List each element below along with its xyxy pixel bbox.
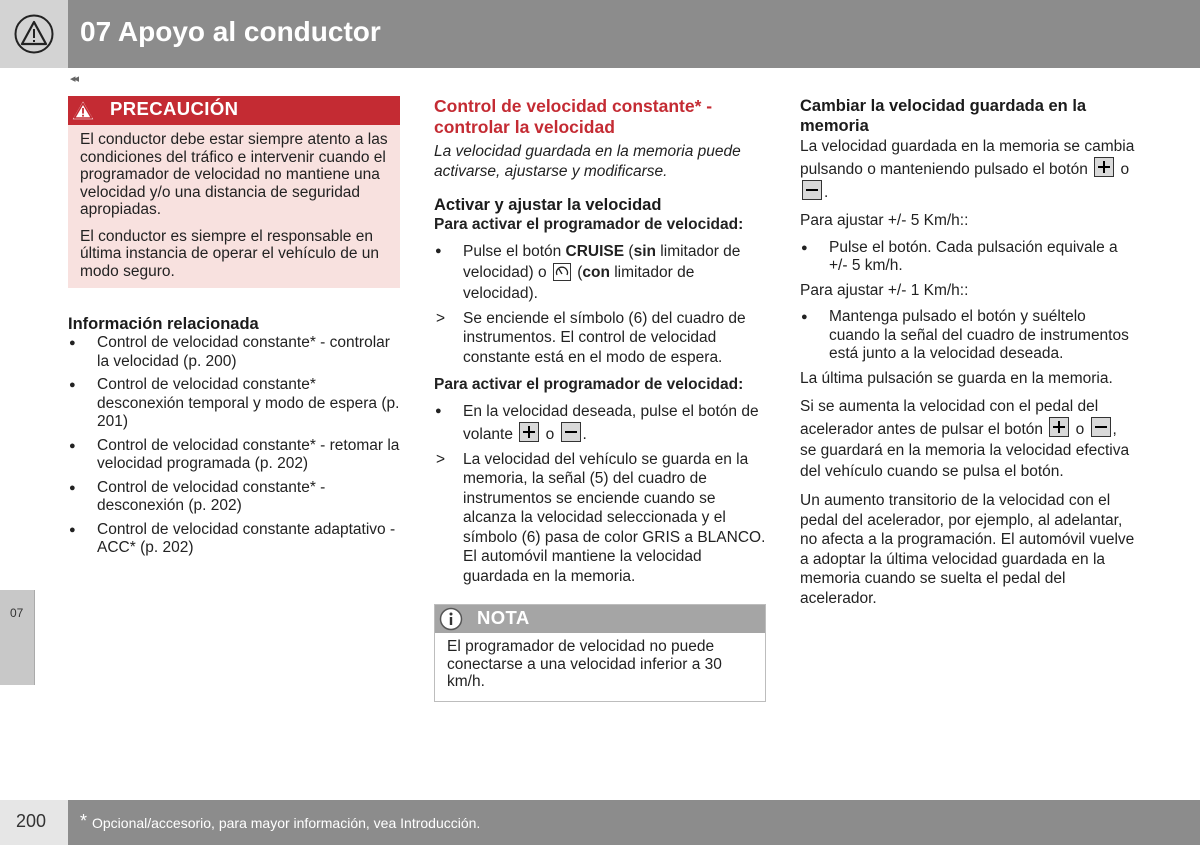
instruction-label: Para activar el programador de velocidad:	[434, 216, 744, 233]
note-body: El programador de velocidad no puede conectarse a una velocidad inferior a 30 km/h.	[447, 638, 722, 690]
instruction-label: Para activar el programador de velocidad:	[434, 376, 744, 393]
instruction-list	[800, 308, 1135, 364]
instruction-list	[800, 239, 1135, 276]
plus-button-icon	[519, 422, 539, 442]
related-link[interactable]: ● Control de velocidad constante* desconexión temporal y modo de espera (p. 201)	[68, 376, 400, 432]
minus-button-icon	[561, 422, 581, 442]
related-link[interactable]: ● Control de velocidad constante* - controlar la velocidad (p. 200)	[68, 334, 400, 371]
caution-box	[68, 96, 400, 288]
page-header	[0, 0, 1200, 68]
instruction-step: ● Mantenga pulsado el botón y suéltelo cuando la señal del cuadro de instrumentos está junto a la velocidad deseada.	[800, 308, 1135, 364]
instruction-step: ● Pulse el botón CRUISE (sin limitador de velocidad) o (con limitador de velocidad).	[434, 241, 766, 304]
chapter-title-bar	[68, 0, 1200, 68]
instruction-step: ● Pulse el botón. Cada pulsación equivale a +/- 5 km/h.	[800, 239, 1135, 276]
footnote-text: Opcional/accesorio, para mayor información, vea Introducción.	[92, 815, 481, 831]
result-marker: >	[436, 309, 446, 327]
instruction-list	[434, 241, 766, 304]
back-arrows-icon[interactable]: ◂◂	[70, 73, 78, 85]
speed-limiter-icon	[553, 263, 571, 281]
related-link[interactable]: ● Control de velocidad constante adaptativo - ACC* (p. 202)	[68, 521, 400, 558]
note-title: NOTA	[477, 607, 530, 628]
caution-paragraph: El conductor debe estar siempre atento a las condiciones del tráfico e intervenir cuando el programador de velocidad no mantiene una velocidad y/o una distancia de seguridad apropiadas.	[80, 131, 388, 218]
subsection-heading: Activar y ajustar la velocidad	[434, 196, 662, 214]
chapter-title: 07 Apoyo al conductor	[80, 16, 381, 47]
caution-paragraph: El conductor es siempre el responsable en última instancia de operar el vehículo de un modo seguro.	[80, 227, 379, 280]
result-step: > Se enciende el símbolo (6) del cuadro de instrumentos. El control de velocidad constante está en el modo de espera.	[436, 309, 746, 366]
related-list	[68, 334, 400, 558]
paragraph: Para ajustar +/- 5 Km/h::	[800, 212, 969, 229]
section-heading: Cambiar la velocidad guardada en la memoria	[800, 97, 1087, 135]
caution-body	[68, 125, 400, 288]
result-step: > La velocidad del vehículo se guarda en la memoria, la señal (5) del cuadro de instrumentos se enciende cuando se alcanza la velocidad seleccionada y el símbolo (6) pasa de color GRIS a BLANCO. El automóvil mantiene la velocidad guardada en la memoria.	[436, 450, 766, 585]
column-1	[68, 96, 400, 563]
footer-bar	[68, 800, 1200, 845]
paragraph: La velocidad guardada en la memoria se cambia pulsando o manteniendo pulsado el botón o .	[800, 138, 1135, 201]
related-link[interactable]: ● Control de velocidad constante* - retomar la velocidad programada (p. 202)	[68, 437, 400, 474]
info-icon	[439, 607, 463, 631]
instruction-step: ● En la velocidad deseada, pulse el botón de volante o .	[434, 401, 766, 445]
paragraph: Para ajustar +/- 1 Km/h::	[800, 281, 969, 299]
plus-button-icon	[1049, 417, 1069, 437]
plus-button-icon	[1094, 157, 1114, 177]
note-header	[435, 605, 765, 633]
warning-icon	[70, 98, 96, 122]
related-heading: Información relacionada	[68, 315, 259, 333]
caution-title: PRECAUCIÓN	[110, 98, 239, 119]
instruction-list	[434, 401, 766, 445]
paragraph: Un aumento transitorio de la velocidad con el pedal del acelerador, por ejemplo, al adelantar, no afecta a la programación. El automóvil vuelve a adoptar la última velocidad guardada en la memoria cuando se suelta el pedal del acelerador.	[800, 492, 1135, 607]
note-box	[434, 604, 766, 702]
side-tab-label: 07	[10, 606, 24, 620]
caution-header	[68, 96, 400, 125]
column-3	[800, 96, 1135, 608]
chapter-side-tab[interactable]	[0, 590, 35, 685]
warning-triangle-icon	[14, 14, 54, 54]
page-number: 200	[16, 811, 47, 831]
paragraph: Si se aumenta la velocidad con el pedal del acelerador antes de pulsar el botón o , se guardará en la memoria la velocidad efectiva del vehículo cuando se pulsa el botón.	[800, 398, 1130, 480]
result-marker: >	[436, 450, 446, 468]
minus-button-icon	[802, 180, 822, 200]
page-number-box	[0, 800, 68, 845]
chapter-icon-box	[0, 0, 68, 68]
footnote-star: *	[80, 811, 88, 831]
section-intro: La velocidad guardada en la memoria puede activarse, ajustarse y modificarse.	[434, 143, 741, 180]
column-2	[434, 96, 766, 702]
related-link[interactable]: ● Control de velocidad constante* - desconexión (p. 202)	[68, 479, 400, 516]
page-footer	[0, 800, 1200, 845]
section-title: Control de velocidad constante* - controlar la velocidad	[434, 96, 713, 137]
minus-button-icon	[1091, 417, 1111, 437]
paragraph: La última pulsación se guarda en la memoria.	[800, 369, 1113, 387]
